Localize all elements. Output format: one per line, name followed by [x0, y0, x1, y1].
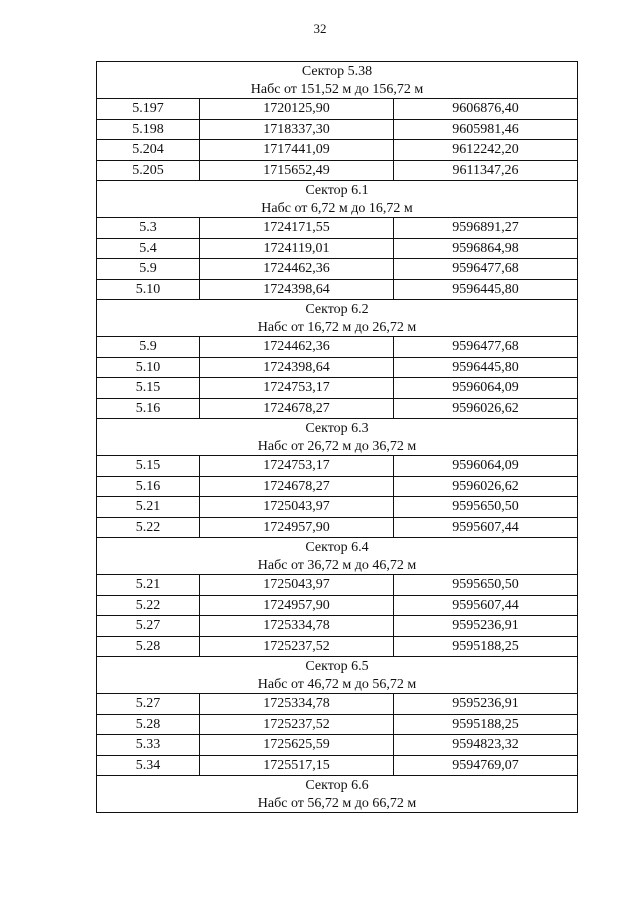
y-coordinate-cell: 9596477,68 [394, 259, 578, 280]
x-coordinate-cell: 1724678,27 [200, 398, 394, 419]
sector-header-row [97, 419, 578, 456]
point-number-cell: 5.16 [97, 476, 200, 497]
sector-range: Набс от 151,52 м до 156,72 м [250, 82, 424, 97]
y-coordinate-cell: 9596891,27 [394, 218, 578, 239]
y-coordinate-cell: 9595188,25 [394, 636, 578, 657]
table-row [97, 160, 578, 181]
table-row [97, 595, 578, 616]
y-coordinate-cell: 9595607,44 [394, 595, 578, 616]
table-row [97, 636, 578, 657]
point-number-cell: 5.28 [97, 636, 200, 657]
sector-title: Сектор 6.2 [305, 302, 369, 317]
point-number-cell: 5.16 [97, 398, 200, 419]
table-row [97, 497, 578, 518]
x-coordinate-cell: 1724957,90 [200, 517, 394, 538]
sector-header-cell [97, 776, 578, 813]
x-coordinate-cell: 1718337,30 [200, 119, 394, 140]
sector-range: Набс от 36,72 м до 46,72 м [257, 558, 417, 573]
sector-header-cell [97, 538, 578, 575]
point-number-cell: 5.33 [97, 735, 200, 756]
table-row [97, 140, 578, 161]
sector-header-cell [97, 181, 578, 218]
point-number-cell: 5.21 [97, 497, 200, 518]
x-coordinate-cell: 1724957,90 [200, 595, 394, 616]
table-row [97, 714, 578, 735]
table-row [97, 337, 578, 358]
x-coordinate-cell: 1724753,17 [200, 378, 394, 399]
y-coordinate-cell: 9596026,62 [394, 476, 578, 497]
x-coordinate-cell: 1725334,78 [200, 616, 394, 637]
sector-title: Сектор 6.1 [305, 183, 369, 198]
sector-range: Набс от 16,72 м до 26,72 м [257, 320, 417, 335]
point-number-cell: 5.4 [97, 238, 200, 259]
table-row [97, 616, 578, 637]
y-coordinate-cell: 9594769,07 [394, 755, 578, 776]
x-coordinate-cell: 1724753,17 [200, 456, 394, 477]
table-row [97, 357, 578, 378]
point-number-cell: 5.9 [97, 259, 200, 280]
point-number-cell: 5.21 [97, 575, 200, 596]
y-coordinate-cell: 9595607,44 [394, 517, 578, 538]
y-coordinate-cell: 9595650,50 [394, 575, 578, 596]
sector-header-row [97, 181, 578, 218]
table-row [97, 476, 578, 497]
sector-range: Набс от 46,72 м до 56,72 м [257, 677, 417, 692]
x-coordinate-cell: 1725043,97 [200, 575, 394, 596]
table-row [97, 398, 578, 419]
x-coordinate-cell: 1724398,64 [200, 279, 394, 300]
y-coordinate-cell: 9596064,09 [394, 378, 578, 399]
x-coordinate-cell: 1725517,15 [200, 755, 394, 776]
point-number-cell: 5.10 [97, 357, 200, 378]
table-row [97, 218, 578, 239]
table-row [97, 378, 578, 399]
y-coordinate-cell: 9612242,20 [394, 140, 578, 161]
point-number-cell: 5.27 [97, 694, 200, 715]
coordinates-table-body [97, 62, 578, 813]
point-number-cell: 5.198 [97, 119, 200, 140]
sector-header-cell [97, 657, 578, 694]
point-number-cell: 5.34 [97, 755, 200, 776]
y-coordinate-cell: 9596026,62 [394, 398, 578, 419]
point-number-cell: 5.3 [97, 218, 200, 239]
point-number-cell: 5.15 [97, 378, 200, 399]
x-coordinate-cell: 1725237,52 [200, 636, 394, 657]
point-number-cell: 5.22 [97, 595, 200, 616]
sector-header-row [97, 62, 578, 99]
table-row [97, 279, 578, 300]
table-row [97, 575, 578, 596]
page-number: 32 [313, 21, 327, 36]
x-coordinate-cell: 1724171,55 [200, 218, 394, 239]
y-coordinate-cell: 9595236,91 [394, 694, 578, 715]
y-coordinate-cell: 9596477,68 [394, 337, 578, 358]
table-row [97, 238, 578, 259]
x-coordinate-cell: 1724462,36 [200, 337, 394, 358]
point-number-cell: 5.28 [97, 714, 200, 735]
y-coordinate-cell: 9595188,25 [394, 714, 578, 735]
table-row [97, 694, 578, 715]
x-coordinate-cell: 1725237,52 [200, 714, 394, 735]
sector-header-row [97, 538, 578, 575]
point-number-cell: 5.204 [97, 140, 200, 161]
x-coordinate-cell: 1720125,90 [200, 99, 394, 120]
y-coordinate-cell: 9606876,40 [394, 99, 578, 120]
sector-range: Набс от 26,72 м до 36,72 м [257, 439, 417, 454]
x-coordinate-cell: 1715652,49 [200, 160, 394, 181]
y-coordinate-cell: 9596445,80 [394, 279, 578, 300]
sector-range: Набс от 56,72 м до 66,72 м [257, 796, 417, 811]
sector-header-cell [97, 62, 578, 99]
point-number-cell: 5.22 [97, 517, 200, 538]
table-row [97, 119, 578, 140]
table-row [97, 456, 578, 477]
y-coordinate-cell: 9605981,46 [394, 119, 578, 140]
x-coordinate-cell: 1724398,64 [200, 357, 394, 378]
x-coordinate-cell: 1717441,09 [200, 140, 394, 161]
y-coordinate-cell: 9595236,91 [394, 616, 578, 637]
y-coordinate-cell: 9611347,26 [394, 160, 578, 181]
coordinates-table [96, 61, 578, 813]
sector-title: Сектор 6.4 [305, 540, 369, 555]
sector-title: Сектор 6.3 [305, 421, 369, 436]
sector-header-row [97, 657, 578, 694]
point-number-cell: 5.197 [97, 99, 200, 120]
y-coordinate-cell: 9596064,09 [394, 456, 578, 477]
sector-title: Сектор 6.5 [305, 659, 369, 674]
x-coordinate-cell: 1725334,78 [200, 694, 394, 715]
sector-header-row [97, 300, 578, 337]
sector-header-cell [97, 300, 578, 337]
sector-title: Сектор 5.38 [301, 64, 373, 79]
x-coordinate-cell: 1725625,59 [200, 735, 394, 756]
sector-header-row [97, 776, 578, 813]
point-number-cell: 5.27 [97, 616, 200, 637]
point-number-cell: 5.205 [97, 160, 200, 181]
x-coordinate-cell: 1724119,01 [200, 238, 394, 259]
point-number-cell: 5.15 [97, 456, 200, 477]
x-coordinate-cell: 1725043,97 [200, 497, 394, 518]
table-row [97, 259, 578, 280]
table-row [97, 755, 578, 776]
table-row [97, 735, 578, 756]
y-coordinate-cell: 9595650,50 [394, 497, 578, 518]
sector-header-cell [97, 419, 578, 456]
y-coordinate-cell: 9596445,80 [394, 357, 578, 378]
x-coordinate-cell: 1724462,36 [200, 259, 394, 280]
table-row [97, 517, 578, 538]
x-coordinate-cell: 1724678,27 [200, 476, 394, 497]
y-coordinate-cell: 9594823,32 [394, 735, 578, 756]
point-number-cell: 5.10 [97, 279, 200, 300]
sector-title: Сектор 6.6 [305, 778, 369, 793]
sector-range: Набс от 6,72 м до 16,72 м [261, 201, 413, 216]
table-row [97, 99, 578, 120]
y-coordinate-cell: 9596864,98 [394, 238, 578, 259]
point-number-cell: 5.9 [97, 337, 200, 358]
